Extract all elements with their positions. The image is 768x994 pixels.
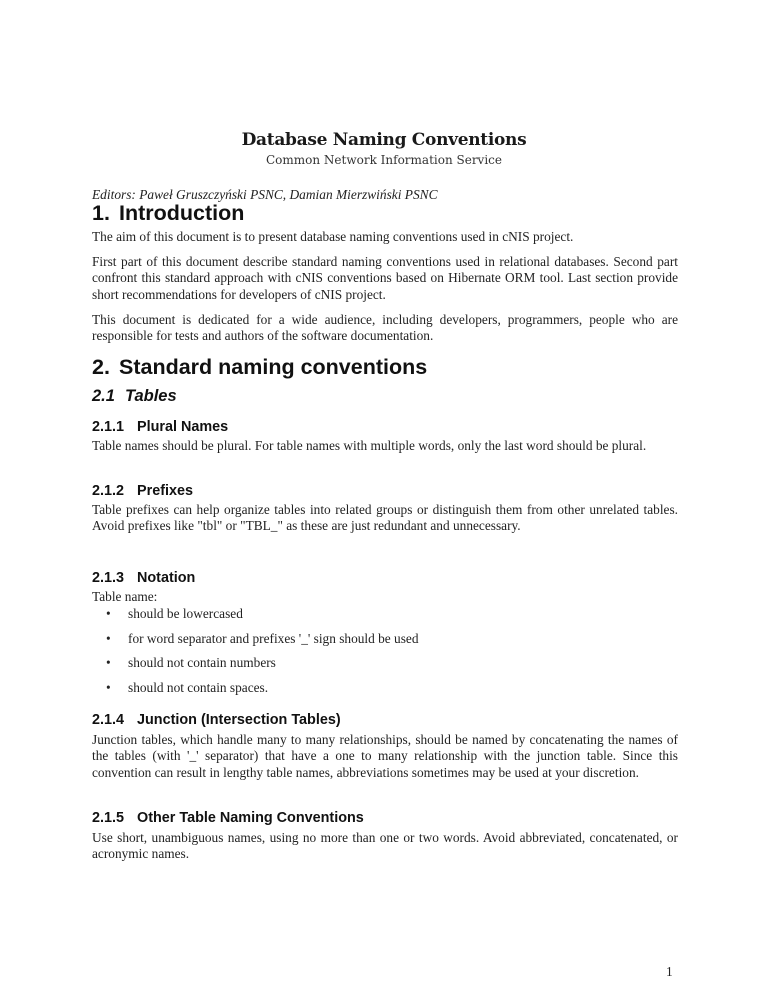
heading-number: 2.	[92, 355, 110, 379]
heading-text: Tables	[125, 387, 177, 405]
heading-number: 2.1.5	[92, 810, 125, 826]
heading-introduction	[92, 201, 678, 225]
heading-other-conventions	[92, 810, 678, 827]
list-item-text: for word separator and prefixes '_' sign should be used	[128, 630, 419, 646]
heading-standard-naming	[92, 355, 678, 379]
heading-number: 2.1.3	[92, 570, 125, 586]
heading-text: Notation	[137, 570, 196, 586]
heading-number: 2.1.2	[92, 483, 125, 499]
bullet-icon: •	[106, 655, 111, 670]
editors-line: Editors: Paweł Gruszczyński PSNC, Damian Mierzwiński PSNC	[92, 187, 438, 202]
heading-text: Other Table Naming Conventions	[137, 810, 364, 826]
intro-paragraph-2: First part of this document describe standard naming conventions used in relational databases. Second part confront this standard approach with cNIS conventions based on Hibernate ORM tool. Last section provide short recommendations for developers of cNIS project.	[92, 254, 678, 302]
document-title: Database Naming Conventions	[241, 130, 527, 150]
heading-notation	[92, 570, 678, 587]
heading-text: Introduction	[119, 201, 245, 225]
heading-prefixes	[92, 483, 678, 500]
list-item	[92, 680, 678, 705]
heading-text: Prefixes	[137, 483, 194, 499]
title-block	[0, 130, 768, 168]
list-item-text: should not contain numbers	[128, 655, 276, 670]
heading-plural-names	[92, 419, 678, 436]
junction-paragraph: Junction tables, which handle many to many relationships, should be named by concatenating the names of the tables (with '_' separator) that have a one to many relationship with the junction table. Since this convention can result in lengthy table names, abbreviations sometimes may be used at your discretion.	[92, 732, 678, 780]
page-number: 1	[666, 964, 673, 979]
heading-tables	[92, 386, 678, 406]
heading-junction	[92, 712, 678, 729]
heading-number: 2.1	[92, 387, 115, 405]
other-conventions-paragraph: Use short, unambiguous names, using no more than one or two words. Avoid abbreviated, concatenated, or acronymic names.	[92, 830, 678, 862]
heading-number: 2.1.4	[92, 712, 125, 728]
intro-paragraph-1: The aim of this document is to present database naming conventions used in cNIS project.	[92, 229, 574, 244]
list-item	[92, 655, 678, 680]
list-item	[92, 606, 678, 631]
heading-text: Standard naming conventions	[119, 355, 428, 379]
document-subtitle: Common Network Information Service	[265, 153, 502, 167]
intro-paragraph-3: This document is dedicated for a wide audience, including developers, programmers, people who are responsible for tests and authors of the software documentation.	[92, 312, 678, 344]
list-item	[92, 631, 678, 656]
bullet-icon: •	[106, 679, 111, 695]
heading-number: 1.	[92, 201, 110, 225]
bullet-icon: •	[106, 606, 111, 621]
bullet-icon: •	[106, 630, 111, 646]
list-item-text: should be lowercased	[128, 606, 243, 621]
heading-number: 2.1.1	[92, 419, 125, 435]
notation-intro: Table name:	[92, 589, 158, 604]
plural-names-paragraph: Table names should be plural. For table names with multiple words, only the last word should be plural.	[92, 438, 647, 453]
notation-list	[92, 606, 678, 704]
heading-text: Plural Names	[137, 419, 229, 435]
list-item-text: should not contain spaces.	[128, 679, 269, 695]
heading-text: Junction (Intersection Tables)	[137, 712, 341, 728]
prefixes-paragraph: Table prefixes can help organize tables into related groups or distinguish them from other unrelated tables. Avoid prefixes like "tbl" or "TBL_" as these are just redundant and unnecessary.	[92, 502, 678, 534]
